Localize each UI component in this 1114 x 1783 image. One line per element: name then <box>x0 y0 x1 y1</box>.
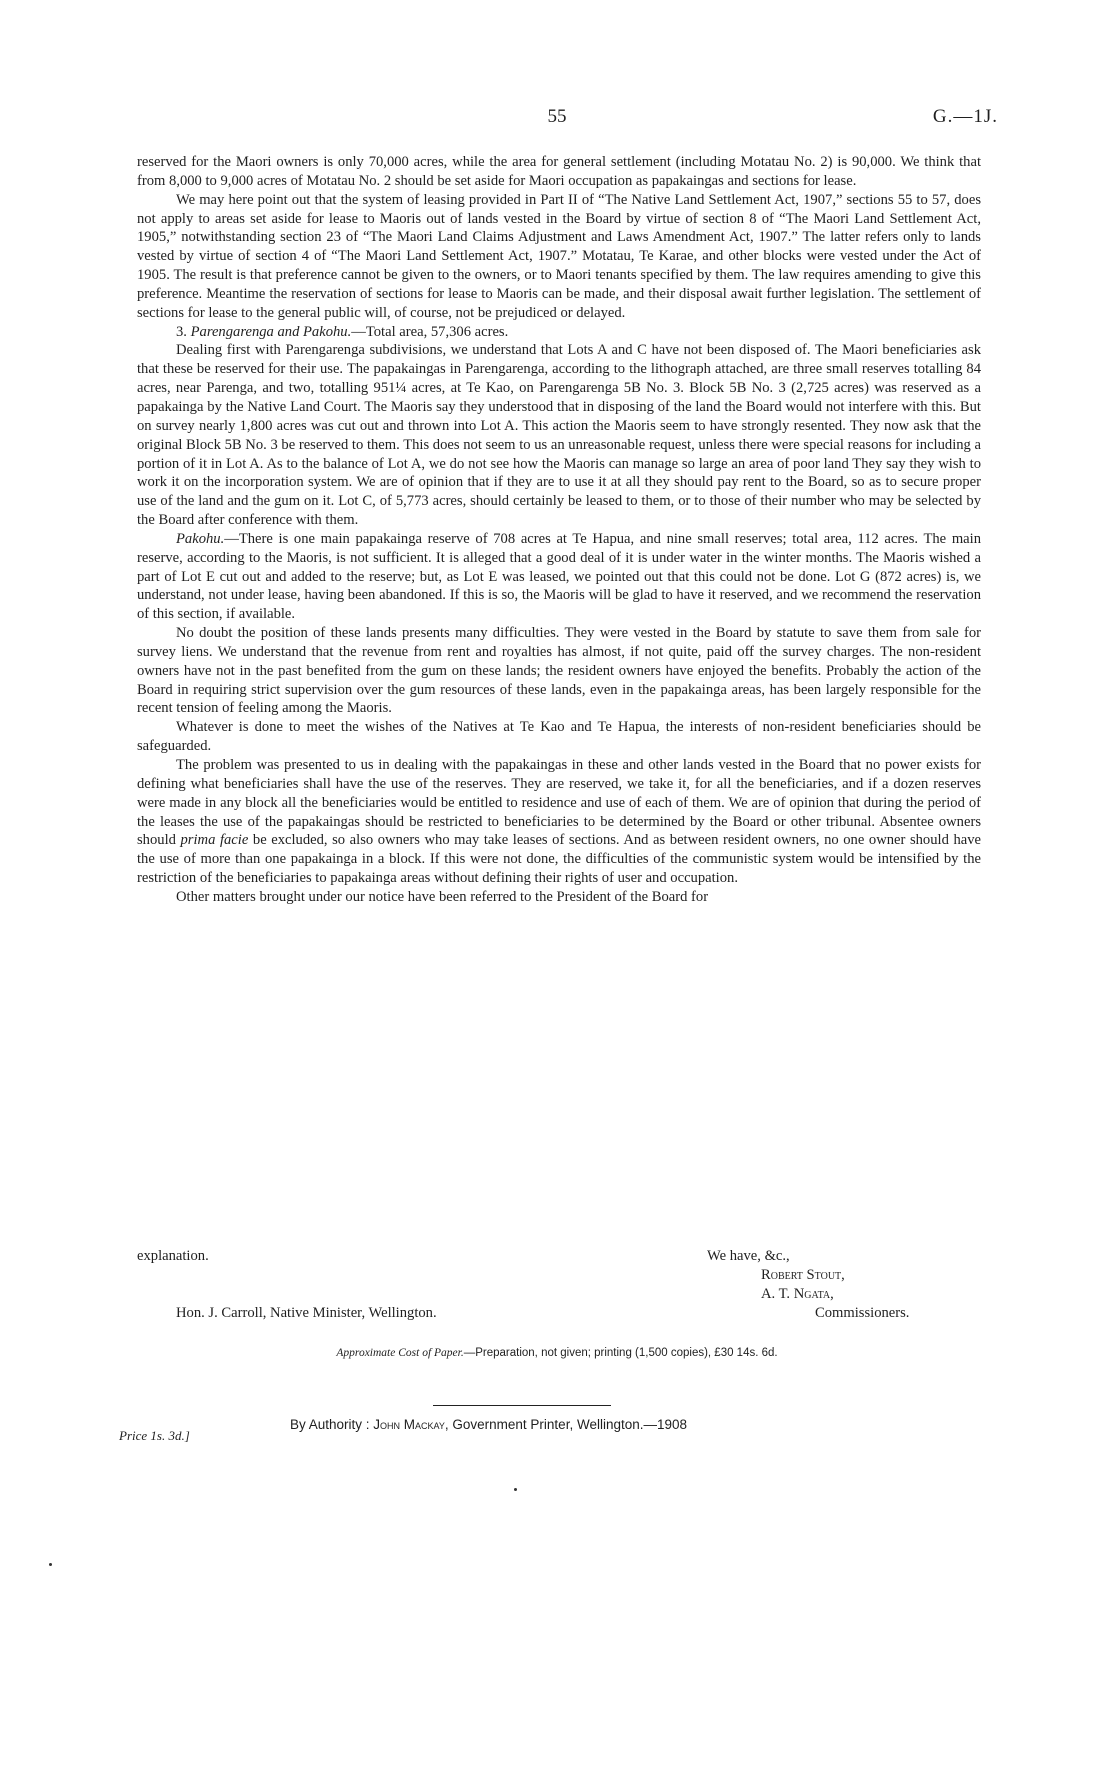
paragraph-2: We may here point out that the system of leasing provided in Part II of “The Native Land Settlement Act, 1907,” sections 55 to 57, does not apply to areas set aside for lease to Maoris out of lands vested in the Board by virtue of section 8 of “The Maori Land Settlement Act, 1905,” notwithstanding section 23 of “The Maori Land Claims Adjustment and Laws Amendment Act, 1907.” The latter refers only to lands vested by virtue of section 4 of “The Maori Land Settlement Act, 1907.” Motatau, Te Karae, and other blocks were vested under the Act of 1905. The result is that preference cannot be given to the owners, or to Maori tenants specified by them. The law requires amending to give this preference. Meantime the reservation of sections for lease to Maoris can be made, and their disposal await further legislation. The settlement of sections for lease to the general public will, of course, not be prejudiced or delayed. <box>137 191 981 321</box>
section-3-heading <box>137 323 981 342</box>
paragraph-difficulties: No doubt the position of these lands presents many difficulties. They were vested in the Board by statute to save them from sale for survey liens. We understand that the revenue from rent and royalties has almost, if not quite, paid off the survey charges. The non-resident owners have not in the past benefited from the gum on these lands; the resident owners have enjoyed the benefits. Probably the action of the Board in requiring strict supervision over the gum resources of these lands, even in the papakainga areas, has been largely responsible for the recent tension of feeling among the Maoris. <box>137 625 981 717</box>
section-number: 3. <box>176 323 187 340</box>
commissioners-role: Commissioners. <box>815 1305 910 1321</box>
cost-label: Approximate Cost of Paper. <box>336 1347 464 1359</box>
paragraph-pakohu <box>137 530 981 624</box>
printer-authority <box>290 1417 687 1432</box>
paragraph-safeguard: Whatever is done to meet the wishes of the Natives at Te Kao and Te Hapua, the interests of non-resident beneficiaries should be safeguarded. <box>137 719 981 755</box>
paragraph-parengarenga: Dealing first with Parengarenga subdivisions, we understand that Lots A and C have not been disposed of. The Maori beneficiaries ask that these be reserved for their use. The papakaingas in Parengarenga, according to the lithograph attached, are three small reserves totalling 84 acres, near Parenga, and two, totalling 951¼ acres, at Te Kao, on Parengarenga 5B No. 3. Block 5B No. 3 (2,725 acres) was reserved as a papakainga by the Native Land Court. The Maoris say they understood that in disposing of the land the Board would not interfere with this. But on survey nearly 1,800 acres was cut out and thrown into Lot A. This action the Maoris seem to have strongly resented. They now ask that the original Block 5B No. 3 be reserved to them. This does not seem to us an unreasonable request, unless there were special reasons for including a portion of it in Lot A. As to the balance of Lot A, we do not see how the Maoris can manage so large an area of poor land They say they wish to work it on the incorporation system. We are of opinion that if they are to use it at all they should pay rent to the Board, so as to secure proper use of the land and the gum on it. Lot C, of 5,773 acres, should certainly be leased to them, or to those of their number who may be selected by the Board after conference with them. <box>137 342 981 529</box>
report-body <box>137 153 981 907</box>
price: Price 1s. 3d.] <box>119 1428 190 1443</box>
prima-facie: prima facie <box>180 832 249 849</box>
signatory-ngata: A. T. Ngata, <box>761 1286 834 1302</box>
speck <box>514 1488 517 1491</box>
authority-prefix: By Authority : <box>290 1417 374 1432</box>
printer-name: John Mackay <box>373 1417 445 1432</box>
problem-text: The problem was presented to us in dealing with the papakaingas in these and other lands vested in the Board that no power exists for defining what beneficiaries shall have the use of the reserves. They are reserved, we take it, for all the beneficiaries, and if a dozen reserves were made in any block all the beneficiaries would be entitled to residence and use of each of them. We are of opinion that during the period of the leases the use of the papakaingas should be restricted to beneficiaries to be determined by the Board or other tribunal. Absentee owners should <box>137 757 981 849</box>
section-title: Parengarenga and Pakohu. <box>190 323 352 340</box>
pakohu-label: Pakohu. <box>176 530 225 547</box>
authority-suffix: , Government Printer, Wellington.—1908 <box>444 1417 688 1432</box>
explanation-word: explanation. <box>137 1248 209 1264</box>
speck <box>49 1563 52 1566</box>
addressee: Hon. J. Carroll, Native Minister, Wellington. <box>176 1305 437 1321</box>
document-reference: G.—1J. <box>932 106 998 127</box>
pakohu-text: —There is one main papakainga reserve of 708 acres at Te Hapua, and nine small reserves; total area, 112 acres. The main reserve, according to the Maoris, is not sufficient. It is alleged that a good deal of it is under water in the winter months. The Maoris wished a part of Lot E cut out and added to the reserve; but, as Lot E was leased, we pointed out that this could not be done. Lot G (872 acres) is, we understand, not under lease, having been abandoned. If this is so, the Maoris will be glad to have it reserved, and we recommend the reservation of this section, if available. <box>137 530 981 623</box>
paragraph-1: reserved for the Maori owners is only 70,000 acres, while the area for general settlement (including Motatau No. 2) is 90,000. We think that from 8,000 to 9,000 acres of Motatau No. 2 should be set aside for Maori occupation as papakaingas and sections for lease. <box>137 154 981 189</box>
paragraph-other-matters: Other matters brought under our notice have been referred to the President of the Board for <box>176 888 709 905</box>
section-area: —Total area, 57,306 acres. <box>351 323 509 340</box>
problem-text-cont: be excluded, so also owners who may take leases of sections. And as between resident owners, no one owner should have the use of more than one papakainga in a block. If this were not done, the difficulties of the communistic system would be intensified by the restriction of the beneficiaries to papakainga areas without defining their rights of user and occupation. <box>137 832 981 887</box>
cost-text: —Preparation, not given; printing (1,500 copies), £30 14s. 6d. <box>463 1347 778 1359</box>
paragraph-problem <box>137 756 981 888</box>
printing-cost <box>0 1347 1114 1359</box>
page-number: 55 <box>547 106 567 127</box>
we-have: We have, &c., <box>707 1248 790 1264</box>
signatory-stout: Robert Stout, <box>761 1267 845 1283</box>
footer-rule <box>433 1405 611 1406</box>
